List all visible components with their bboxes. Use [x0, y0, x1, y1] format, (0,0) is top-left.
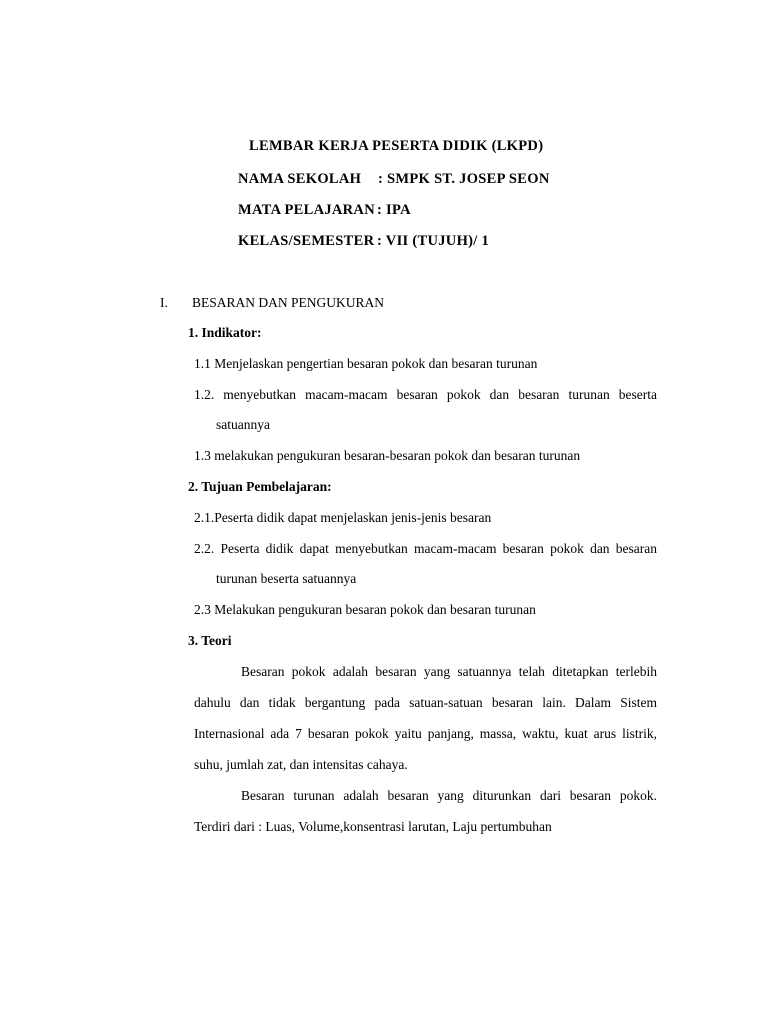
school-name-value: : SMPK ST. JOSEP SEON	[378, 171, 550, 187]
tujuan-item: 2.1.Peserta didik dapat menjelaskan jenis-jenis besaran	[194, 510, 492, 525]
teori-paragraph-line: Besaran turunan adalah besaran yang diturunkan dari besaran pokok.	[241, 788, 657, 803]
teori-paragraph-line: Terdiri dari : Luas, Volume,konsentrasi larutan, Laju pertumbuhan	[194, 819, 552, 834]
teori-heading: 3. Teori	[188, 633, 232, 648]
subject-value: : IPA	[377, 202, 411, 218]
teori-paragraph-line: Internasional ada 7 besaran pokok yaitu panjang, massa, waktu, kuat arus listrik,	[194, 726, 657, 741]
class-semester-label: KELAS/SEMESTER	[238, 233, 375, 249]
teori-paragraph-line: suhu, jumlah zat, dan intensitas cahaya.	[194, 757, 408, 772]
teori-paragraph-line: dahulu dan tidak bergantung pada satuan-satuan besaran lain. Dalam Sistem	[194, 695, 657, 710]
tujuan-item-continuation: turunan beserta satuannya	[216, 571, 357, 586]
tujuan-item: 2.3 Melakukan pengukuran besaran pokok dan besaran turunan	[194, 602, 536, 617]
section-numeral: I.	[160, 295, 168, 310]
section-title: BESARAN DAN PENGUKURAN	[192, 295, 385, 310]
indikator-item: 1.2. menyebutkan macam-macam besaran pokok dan besaran turunan beserta	[194, 387, 657, 402]
indikator-item: 1.1 Menjelaskan pengertian besaran pokok dan besaran turunan	[194, 356, 538, 371]
class-semester-value: : VII (TUJUH)/ 1	[377, 233, 490, 249]
tujuan-item: 2.2. Peserta didik dapat menyebutkan macam-macam besaran pokok dan besaran	[194, 541, 657, 556]
indikator-heading: 1. Indikator:	[188, 325, 262, 340]
indikator-item-continuation: satuannya	[216, 417, 270, 432]
teori-paragraph-line: Besaran pokok adalah besaran yang satuannya telah ditetapkan terlebih	[241, 664, 657, 679]
subject-label: MATA PELAJARAN	[238, 202, 375, 218]
school-name-label: NAMA SEKOLAH	[238, 171, 362, 187]
tujuan-heading: 2. Tujuan Pembelajaran:	[188, 479, 332, 494]
document-title: LEMBAR KERJA PESERTA DIDIK (LKPD)	[249, 138, 544, 154]
indikator-item: 1.3 melakukan pengukuran besaran-besaran pokok dan besaran turunan	[194, 448, 581, 463]
